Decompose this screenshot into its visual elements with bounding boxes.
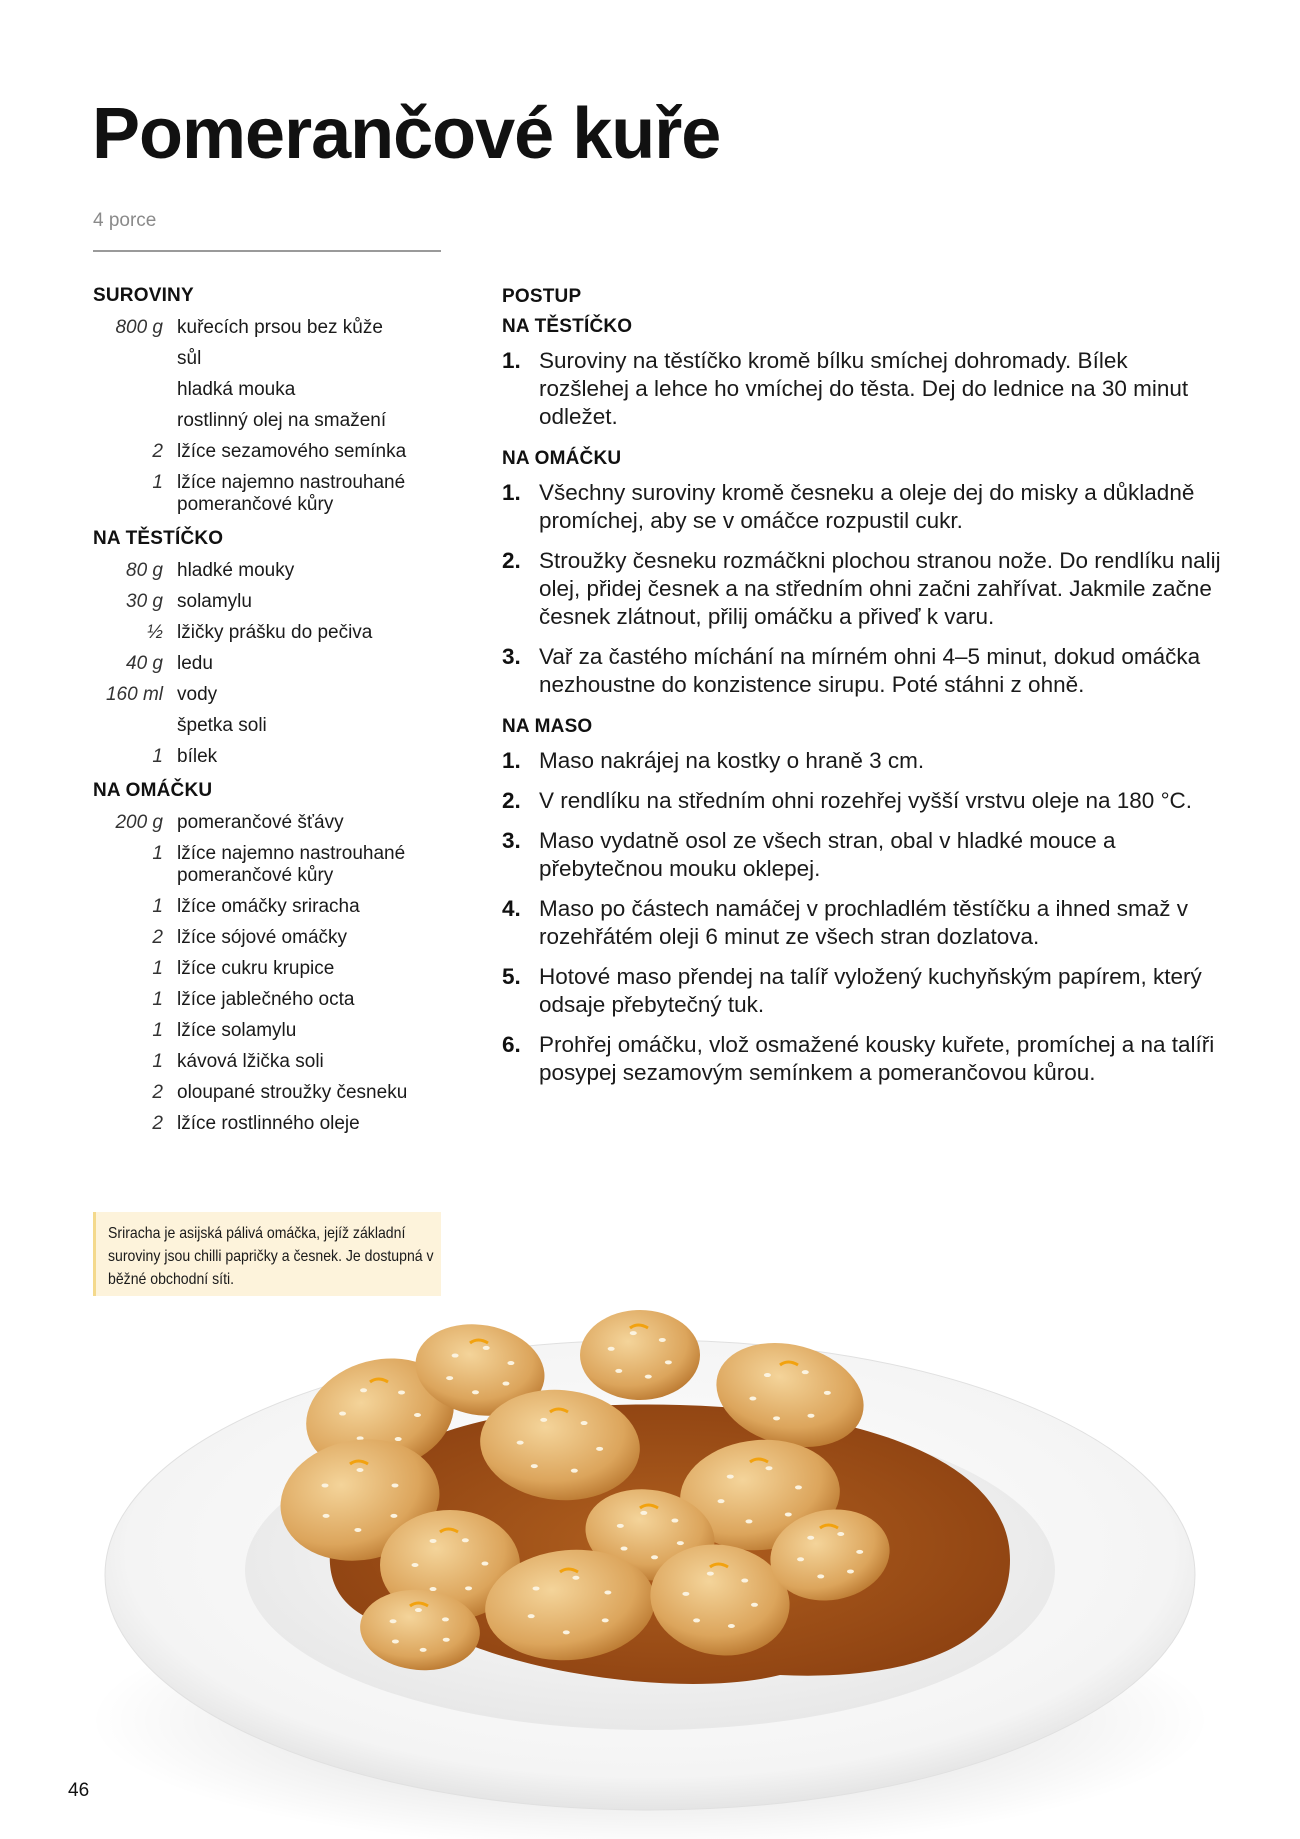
ingredient-quantity: 800 g <box>115 317 163 338</box>
ingredient-row <box>93 746 453 768</box>
sesame-seed <box>659 1338 666 1342</box>
batter-list <box>93 560 453 768</box>
sesame-seed <box>412 1563 419 1567</box>
sauce-list <box>93 812 453 1135</box>
ingredient-row <box>93 653 453 675</box>
tip-text: Sriracha je asijská pálivá omáčka, jejíž základní suroviny jsou chilli papričky a česnek. Je dostupná v běžné obchodní síti. <box>108 1225 434 1288</box>
sesame-seed <box>391 1483 398 1487</box>
ingredient-quantity: 1 <box>152 896 163 917</box>
step-item <box>502 347 1222 431</box>
steps-list <box>502 479 1222 699</box>
ingredient-name: hladká mouka <box>177 379 296 400</box>
method-subheading: NA TĚSTÍČKO <box>502 316 633 337</box>
step-number: 2. <box>502 548 521 573</box>
sesame-seed <box>718 1499 725 1503</box>
sesame-seed <box>533 1586 540 1590</box>
ingredient-name: kuřecích prsou bez kůže <box>177 317 383 338</box>
step-item <box>502 479 1222 535</box>
ingredient-quantity: 160 ml <box>105 684 163 705</box>
sesame-seed <box>807 1536 814 1540</box>
ingredient-row <box>93 715 453 737</box>
ingredient-row <box>93 958 453 980</box>
step-number: 5. <box>502 964 521 989</box>
step-item <box>502 643 1222 699</box>
ingredient-name: pomerančové šťávy <box>177 812 344 833</box>
sesame-seed <box>472 1390 479 1394</box>
sesame-seed <box>651 1555 658 1559</box>
ingredient-row <box>93 348 453 370</box>
step-item <box>502 747 1222 775</box>
step-number: 2. <box>502 788 521 813</box>
step-text: Prohřej omáčku, vlož osmažené kousky kuřete, promíchej a na talíři posypej sezamovým semínkem a pomerančovou kůrou. <box>539 1032 1215 1085</box>
ingredient-name: sůl <box>177 348 202 369</box>
sesame-seed <box>630 1331 637 1335</box>
sesame-seed <box>517 1441 524 1445</box>
sesame-seed <box>602 1618 609 1622</box>
ingredient-name: rostlinný olej na smažení <box>177 410 387 431</box>
ingredient-name: bílek <box>177 746 218 767</box>
ingredient-row <box>93 684 453 706</box>
sesame-seed <box>390 1619 397 1623</box>
ingredients-column <box>93 285 453 1147</box>
sesame-seed <box>745 1519 752 1523</box>
sesame-seed <box>807 1414 814 1418</box>
ingredient-quantity: 40 g <box>126 653 163 674</box>
steps-list <box>502 347 1222 431</box>
ingredient-quantity: 2 <box>152 441 163 462</box>
ingredient-quantity: 30 g <box>126 591 163 612</box>
step-text: Vař za častého míchání na mírném ohni 4–5 minut, dokud omáčka nezhoustne do konzistence sirupu. Poté stáhni z ohně. <box>539 644 1201 697</box>
step-item <box>502 963 1222 1019</box>
ingredients-list <box>93 317 453 516</box>
ingredient-row <box>93 622 453 644</box>
ingredient-name: hladké mouky <box>177 560 295 581</box>
sesame-seed <box>645 1375 652 1379</box>
ingredient-name: oloupané stroužky česneku <box>177 1082 408 1103</box>
sauce-heading: NA OMÁČKU <box>93 780 213 801</box>
page-number: 46 <box>68 1780 90 1801</box>
sesame-seed <box>357 1468 364 1472</box>
ingredient-row <box>93 843 453 887</box>
recipe-title: Pomerančové kuře <box>92 94 721 174</box>
step-text: Maso po částech namáčej v prochladlém těstíčku a ihned smaž v rozehřátém oleji 6 minut ze všech stran dozlatova. <box>539 896 1189 949</box>
sesame-seed <box>665 1360 672 1364</box>
ingredient-quantity: 80 g <box>126 560 163 581</box>
method-column <box>502 285 1222 1103</box>
sesame-seed <box>682 1592 689 1596</box>
sesame-seed <box>728 1624 735 1628</box>
ingredient-row <box>93 591 453 613</box>
sesame-seed <box>824 1391 831 1395</box>
sesame-seed <box>707 1572 714 1576</box>
sesame-seed <box>571 1469 578 1473</box>
sesame-seed <box>604 1591 611 1595</box>
sesame-seed <box>531 1464 538 1468</box>
ingredient-name: lžíce cukru krupice <box>177 958 335 979</box>
ingredient-name: lžíce najemno nastrouhané pomerančové kůry <box>177 472 406 515</box>
sesame-seed <box>773 1416 780 1420</box>
ingredient-quantity: ½ <box>147 622 163 643</box>
method-subheading: NA OMÁČKU <box>502 448 622 469</box>
step-text: Maso nakrájej na kostky o hraně 3 cm. <box>539 748 925 773</box>
tip-box <box>93 1212 441 1296</box>
step-number: 6. <box>502 1032 521 1057</box>
method-heading: POSTUP <box>502 286 582 307</box>
sesame-seed <box>764 1373 771 1377</box>
servings-label: 4 porce <box>93 210 157 231</box>
sesame-seed <box>430 1587 437 1591</box>
step-text: Maso vydatně osol ze všech stran, obal v hladké mouce a přebytečnou mouku oklepej. <box>539 828 1116 881</box>
ingredient-row <box>93 989 453 1011</box>
sesame-seed <box>398 1390 405 1394</box>
sesame-seed <box>795 1485 802 1489</box>
sesame-seed <box>392 1639 399 1643</box>
ingredient-quantity: 2 <box>152 1113 163 1134</box>
method-sections <box>502 315 1222 1087</box>
ingredient-name: vody <box>177 684 218 705</box>
sesame-seed <box>322 1483 329 1487</box>
sesame-seed <box>751 1603 758 1607</box>
sesame-seed <box>785 1512 792 1516</box>
sesame-seed <box>360 1388 367 1392</box>
ingredients-heading: SUROVINY <box>93 285 194 306</box>
sesame-seed <box>354 1528 361 1532</box>
sesame-seed <box>615 1369 622 1373</box>
sesame-seed <box>856 1550 863 1554</box>
step-number: 1. <box>502 348 521 373</box>
ingredient-row <box>93 896 453 918</box>
sesame-seed <box>481 1562 488 1566</box>
sesame-seed <box>540 1418 547 1422</box>
sesame-seed <box>323 1514 330 1518</box>
sesame-seed <box>483 1346 490 1350</box>
sesame-seed <box>572 1576 579 1580</box>
ingredient-quantity: 2 <box>152 1082 163 1103</box>
step-number: 3. <box>502 644 521 669</box>
sesame-seed <box>465 1586 472 1590</box>
sesame-seed <box>677 1541 684 1545</box>
steps-list <box>502 747 1222 1087</box>
sesame-seed <box>442 1617 449 1621</box>
chicken-piece <box>580 1310 700 1400</box>
ingredient-name: kávová lžička soli <box>177 1051 324 1072</box>
sesame-seed <box>395 1437 402 1441</box>
ingredient-name: lžíce jablečného octa <box>177 989 355 1010</box>
sesame-seed <box>452 1354 459 1358</box>
ingredient-quantity: 1 <box>152 989 163 1010</box>
ingredient-quantity: 2 <box>152 927 163 948</box>
sesame-seed <box>462 1538 469 1542</box>
ingredient-row <box>93 317 453 339</box>
sesame-seed <box>671 1519 678 1523</box>
step-text: Všechny suroviny kromě česneku a oleje dej do misky a důkladně promíchej, aby se v omáčce rozpustil cukr. <box>539 480 1195 533</box>
ingredient-quantity: 200 g <box>115 812 163 833</box>
ingredient-quantity: 1 <box>152 1020 163 1041</box>
ingredient-quantity: 1 <box>152 1051 163 1072</box>
step-item <box>502 547 1222 631</box>
sesame-seed <box>420 1648 427 1652</box>
ingredient-row <box>93 1051 453 1073</box>
sesame-seed <box>415 1608 422 1612</box>
sesame-seed <box>847 1569 854 1573</box>
step-text: Hotové maso přendej na talíř vyložený kuchyňským papírem, který odsaje přebytečný tuk. <box>539 964 1202 1017</box>
sesame-seed <box>617 1524 624 1528</box>
sesame-seed <box>802 1370 809 1374</box>
sesame-seed <box>507 1361 514 1365</box>
ingredient-name: lžíce najemno nastrouhané pomerančové kůry <box>177 843 406 886</box>
ingredient-quantity: 1 <box>152 472 163 493</box>
sesame-seed <box>749 1396 756 1400</box>
sesame-seed <box>581 1421 588 1425</box>
sesame-seed <box>430 1539 437 1543</box>
method-subheading: NA MASO <box>502 716 593 737</box>
ingredient-row <box>93 441 453 463</box>
ingredient-quantity: 1 <box>152 843 163 864</box>
ingredient-row <box>93 812 453 834</box>
step-number: 3. <box>502 828 521 853</box>
title-divider <box>93 250 441 252</box>
ingredient-name: lžíce rostlinného oleje <box>177 1113 360 1134</box>
sesame-seed <box>443 1638 450 1642</box>
sesame-seed <box>339 1412 346 1416</box>
ingredient-row <box>93 410 453 432</box>
ingredient-row <box>93 560 453 582</box>
ingredient-name: lžičky prášku do pečiva <box>177 622 373 643</box>
sesame-seed <box>837 1532 844 1536</box>
ingredient-row <box>93 1082 453 1104</box>
sesame-seed <box>797 1557 804 1561</box>
ingredient-quantity: 1 <box>152 958 163 979</box>
batter-heading: NA TĚSTÍČKO <box>93 528 224 549</box>
ingredient-row <box>93 927 453 949</box>
step-text: V rendlíku na středním ohni rozehřej vyšší vrstvu oleje na 180 °C. <box>539 788 1193 813</box>
sesame-seed <box>817 1574 824 1578</box>
step-number: 4. <box>502 896 521 921</box>
step-text: Stroužky česneku rozmáčkni plochou stranou nože. Do rendlíku nalij olej, přidej česnek a na středním ohni začni zahřívat. Jakmile začne česnek zlátnout, přilij omáčku a přiveď k varu. <box>539 548 1221 629</box>
sesame-seed <box>390 1514 397 1518</box>
ingredient-row <box>93 1020 453 1042</box>
ingredient-name: ledu <box>177 653 213 674</box>
sesame-seed <box>727 1475 734 1479</box>
ingredient-row <box>93 1113 453 1135</box>
ingredient-quantity: 1 <box>152 746 163 767</box>
ingredient-row <box>93 472 453 516</box>
sesame-seed <box>765 1466 772 1470</box>
step-number: 1. <box>502 748 521 773</box>
dish-photo <box>0 1300 1300 1839</box>
ingredient-name: lžíce omáčky sriracha <box>177 896 360 917</box>
sesame-seed <box>563 1630 570 1634</box>
ingredient-row <box>93 379 453 401</box>
sesame-seed <box>528 1614 535 1618</box>
sesame-seed <box>621 1547 628 1551</box>
ingredient-name: špetka soli <box>177 715 267 736</box>
sesame-seed <box>741 1579 748 1583</box>
step-item <box>502 895 1222 951</box>
ingredient-name: lžíce sezamového semínka <box>177 441 407 462</box>
step-number: 1. <box>502 480 521 505</box>
sesame-seed <box>446 1376 453 1380</box>
sesame-seed <box>640 1511 647 1515</box>
step-item <box>502 827 1222 883</box>
step-text: Suroviny na těstíčko kromě bílku smíchej dohromady. Bílek rozšlehej a lehce ho vmíchej do těsta. Dej do lednice na 30 minut odležet. <box>539 348 1189 429</box>
step-item <box>502 787 1222 815</box>
step-item <box>502 1031 1222 1087</box>
sesame-seed <box>414 1413 421 1417</box>
ingredient-name: lžíce sójové omáčky <box>177 927 348 948</box>
sesame-seed <box>693 1618 700 1622</box>
sesame-seed <box>596 1447 603 1451</box>
sesame-seed <box>608 1347 615 1351</box>
ingredient-name: solamylu <box>177 591 252 612</box>
sesame-seed <box>502 1382 509 1386</box>
ingredient-name: lžíce solamylu <box>177 1020 297 1041</box>
